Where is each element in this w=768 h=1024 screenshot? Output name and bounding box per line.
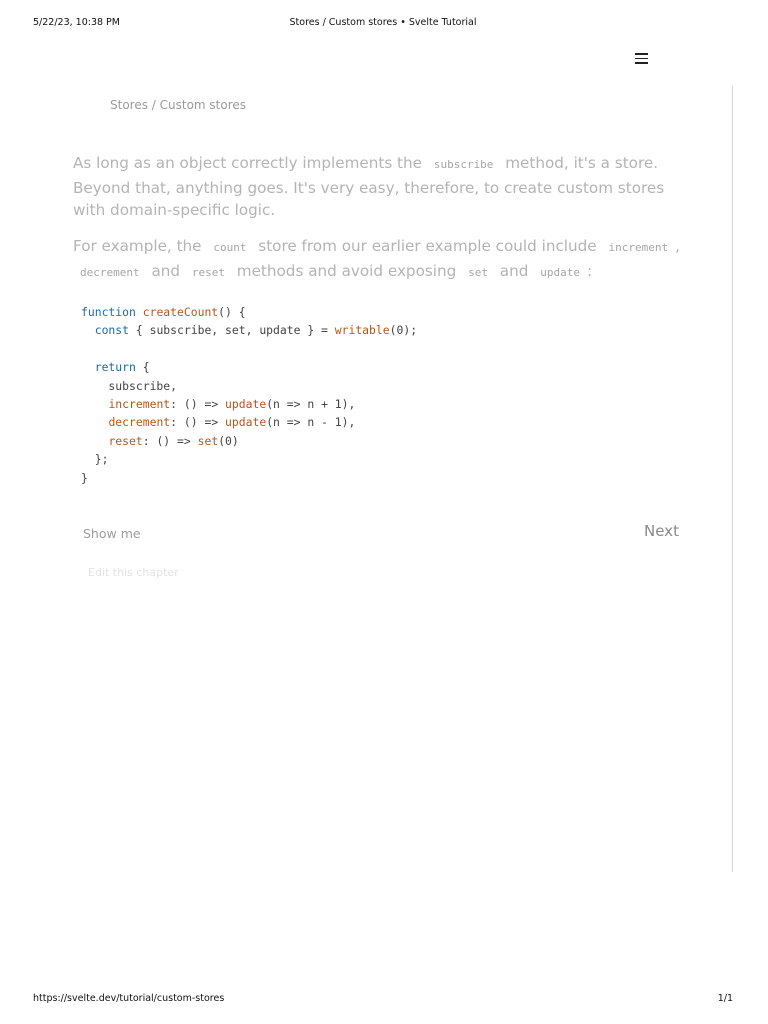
inline-code: increment (608, 241, 669, 254)
code-example (81, 303, 417, 487)
inline-code: update (540, 265, 580, 279)
print-datetime: 5/22/23, 10:38 PM (33, 17, 120, 28)
code-function-name: createCount (142, 305, 219, 319)
code-text: : () => (142, 433, 198, 448)
hamburger-menu-icon[interactable] (634, 53, 650, 65)
code-indent (81, 415, 108, 429)
code-property: decrement (108, 415, 171, 430)
code-function-name: writable (334, 323, 390, 338)
edit-chapter-link[interactable]: Edit this chapter (88, 566, 179, 579)
inline-code: count (213, 241, 247, 254)
code-text: (n => n - 1), (266, 415, 356, 430)
code-text: { (135, 360, 150, 375)
inline-code: reset (191, 265, 225, 279)
code-function-name: update (225, 397, 267, 412)
code-keyword: const (94, 323, 130, 338)
code-text: }; (81, 452, 109, 467)
code-text: (0) (218, 433, 239, 448)
code-function-name: set (197, 433, 219, 448)
text-span: , (675, 237, 680, 255)
code-indent (81, 323, 95, 337)
code-text: } (81, 470, 88, 485)
intro-paragraph (73, 152, 683, 222)
code-property: reset (108, 433, 143, 448)
code-text: { subscribe, set, update } = (129, 323, 335, 338)
code-keyword: return (94, 360, 136, 375)
code-text: subscribe, (81, 378, 178, 393)
code-indent (81, 360, 95, 374)
text-span: For example, the (73, 237, 202, 255)
code-indent (81, 434, 108, 448)
text-span: methods and avoid exposing (236, 261, 457, 280)
code-text: : () => (170, 415, 226, 430)
code-indent (81, 397, 108, 411)
code-text: (0); (389, 323, 418, 338)
inline-code: subscribe (433, 158, 494, 171)
text-span: store from our earlier example could include (258, 237, 597, 255)
code-text: (n => n + 1), (266, 397, 356, 412)
example-paragraph (73, 235, 683, 284)
text-span: As long as an object correctly implements the (73, 154, 422, 172)
text-span: method, it's a store. Beyond that, anything goes. It's very easy, therefore, to create custom stores with domain-specific logic. (73, 154, 665, 219)
show-me-button[interactable]: Show me (83, 526, 141, 541)
text-span: and (151, 261, 181, 280)
sidebar-divider (732, 86, 733, 872)
code-keyword: function (81, 305, 136, 319)
print-page-title: Stores / Custom stores • Svelte Tutorial (289, 17, 477, 28)
text-span: and (499, 261, 529, 280)
next-link[interactable]: Next (644, 522, 679, 540)
inline-code: set (468, 265, 488, 279)
text-span: : (586, 261, 593, 280)
code-function-name: update (225, 415, 267, 430)
print-url: https://svelte.dev/tutorial/custom-stores (33, 993, 225, 1004)
inline-code: decrement (80, 265, 140, 279)
code-text: () { (218, 305, 246, 319)
code-property: increment (108, 397, 171, 412)
code-text: : () => (170, 397, 226, 412)
breadcrumb: Stores / Custom stores (110, 98, 247, 112)
print-page-number: 1/1 (717, 993, 733, 1004)
